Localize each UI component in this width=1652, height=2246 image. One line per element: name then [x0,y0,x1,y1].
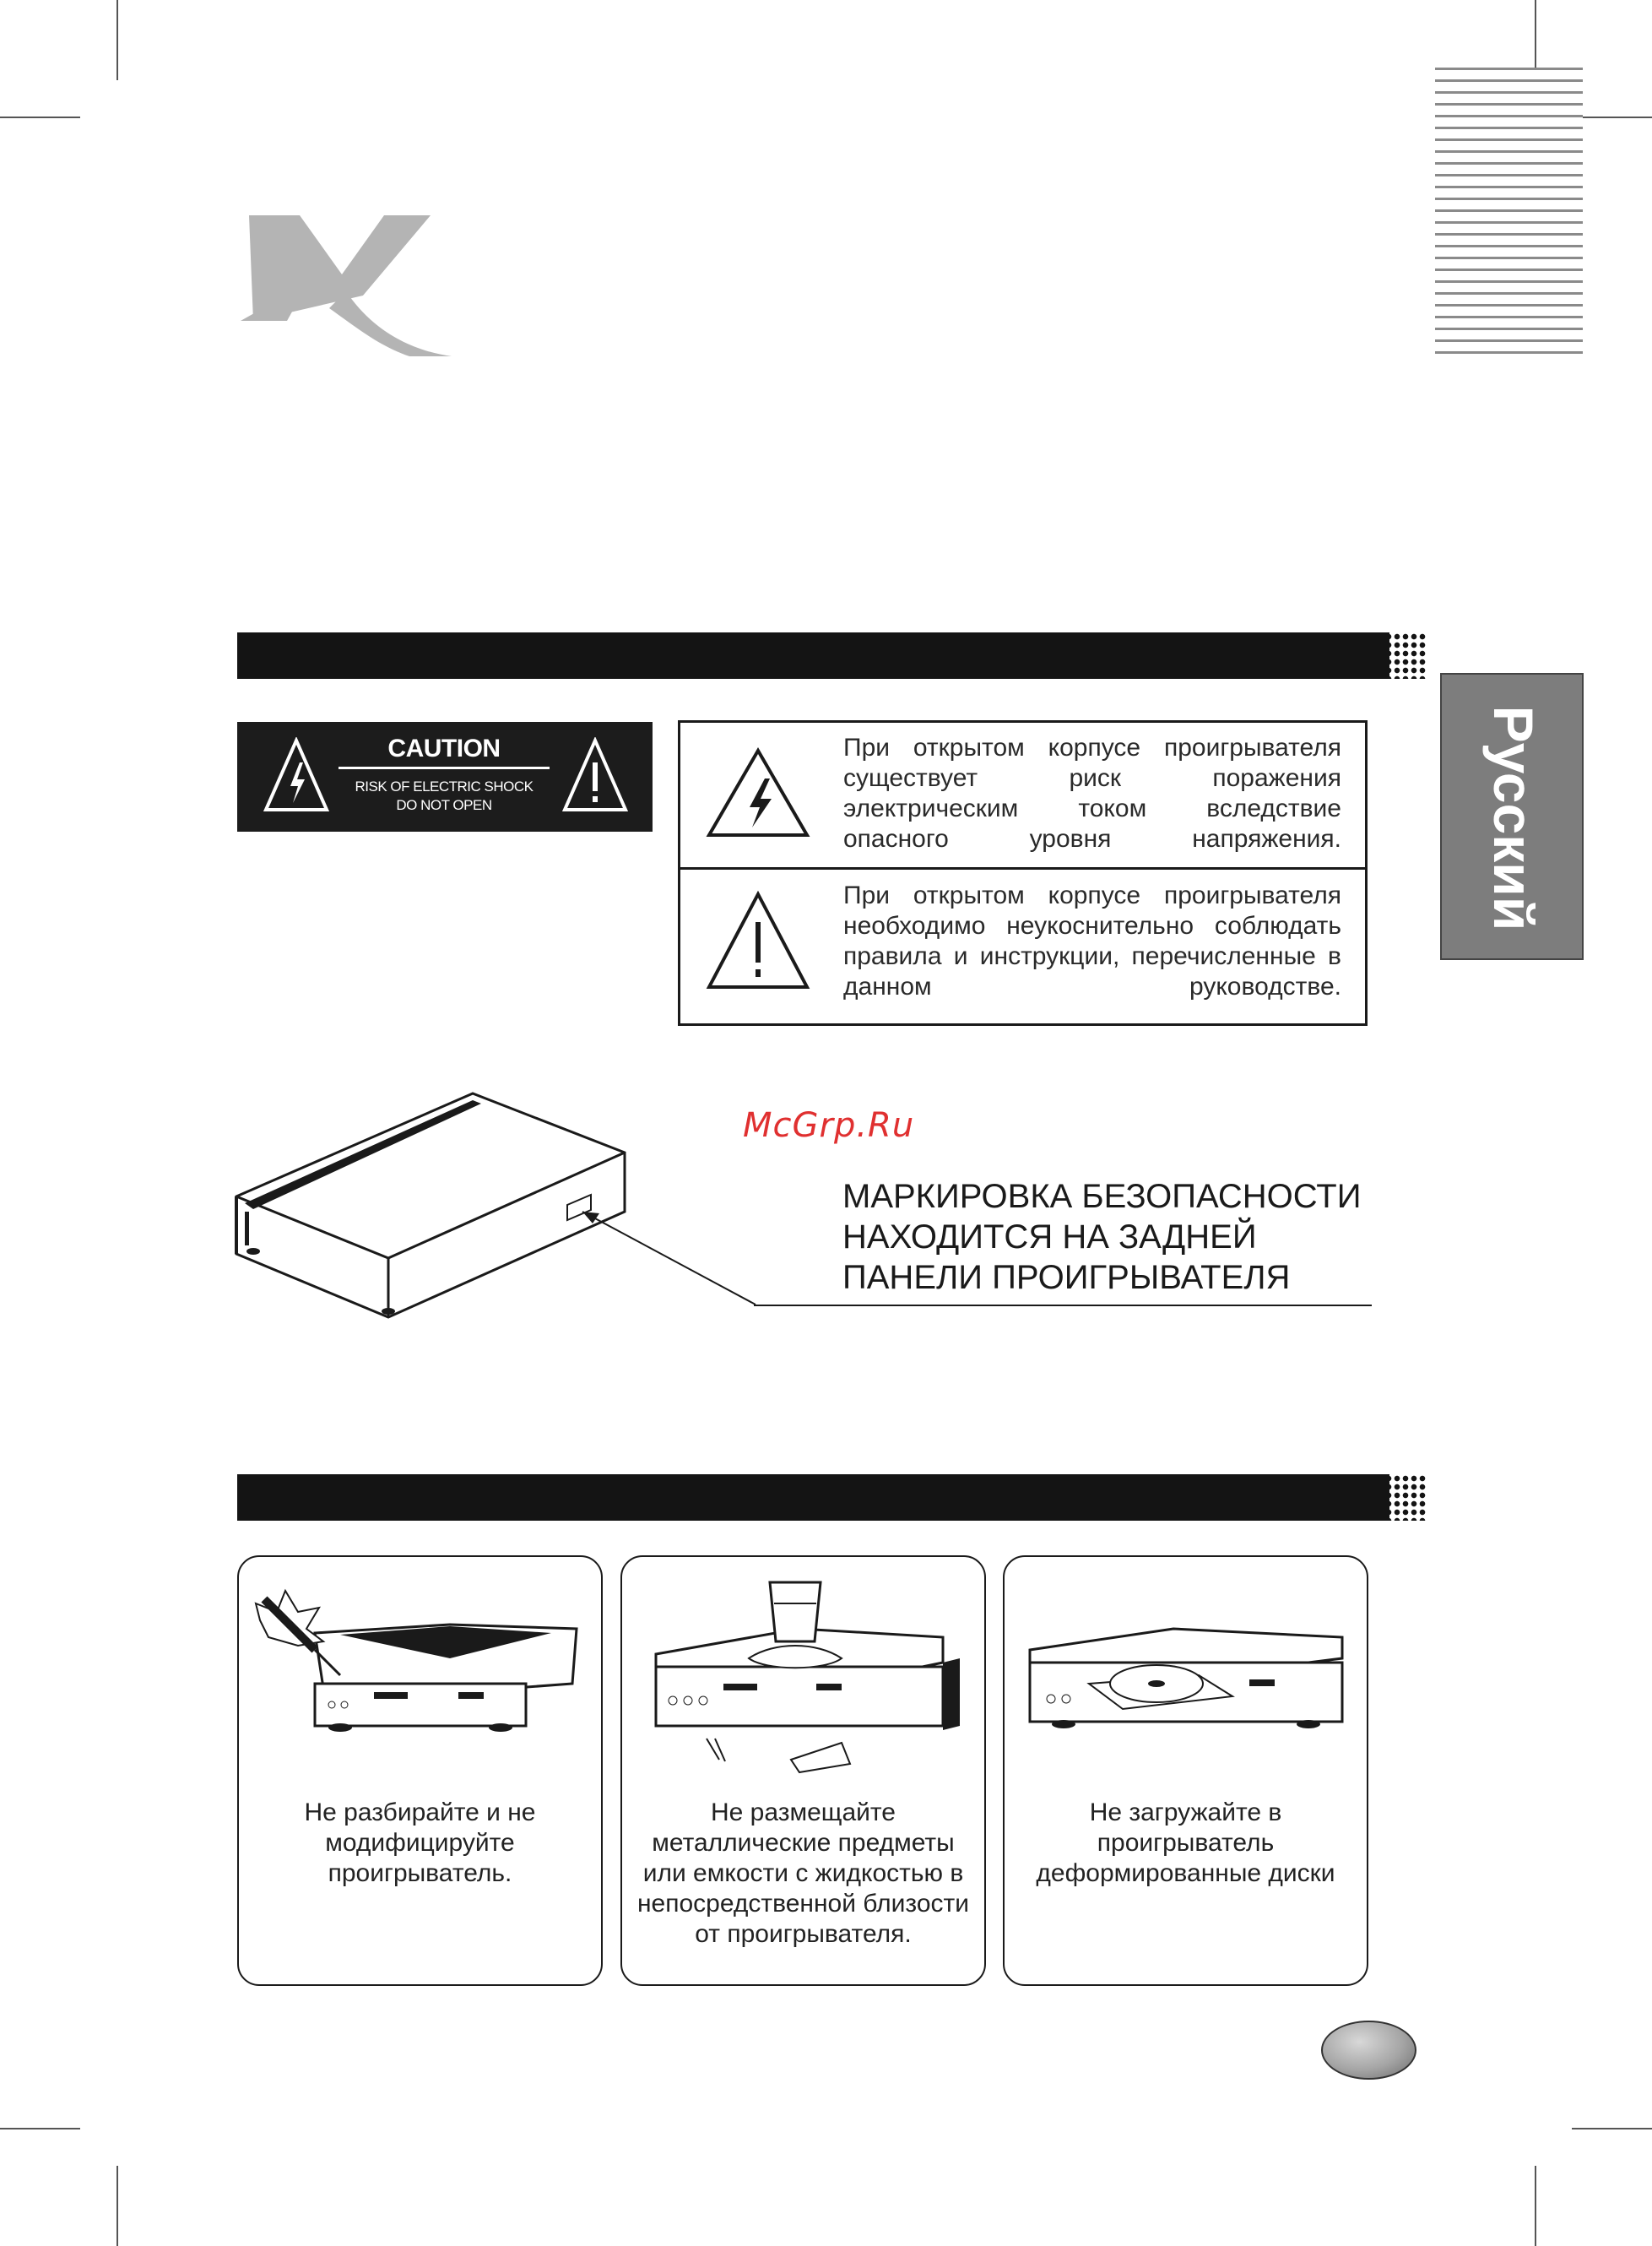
safety-card-disassemble [237,1555,603,1986]
warning-text-shock: При открытом корпусе проигрывателя существует риск поражения электрическим током вследствие опасного уровня напряжения. [843,734,1341,853]
crop-mark [1572,117,1652,118]
crop-mark [1535,2166,1536,2246]
section-bar-dots [1368,632,1427,679]
safety-card-discs [1003,1555,1368,1986]
divider [680,867,1365,870]
warning-box [678,720,1368,1026]
card-text: Не загружайте в проигрыватель деформированные диски [1036,1798,1335,1887]
caution-label [237,722,653,832]
caution-subtitle: RISK OF ELECTRIC SHOCK DO NOT OPEN [355,779,534,813]
lightning-triangle-icon [706,746,811,839]
safety-card-liquids [620,1555,986,1986]
screwdriver-player-illustration [239,1557,603,1777]
disc-player-illustration [1005,1557,1368,1777]
decorative-stripes [1435,68,1583,359]
crop-mark [0,117,80,118]
marking-note: МАРКИРОВКА БЕЗОПАСНОСТИ НАХОДИТСЯ НА ЗАДНЕЙ ПАНЕЛИ ПРОИГРЫВАТЕЛЯ [842,1178,1362,1296]
crop-mark [1572,2128,1652,2129]
warning-text-instructions: При открытом корпусе проигрывателя необходимо неукоснительно соблюдать правила и инструкции, перечисленные в данном руководстве. [843,882,1341,1001]
language-tab [1440,673,1584,960]
brand-logo-icon [236,211,456,359]
exclamation-triangle-icon [561,737,629,815]
player-back-illustration [228,1085,768,1330]
card-text: Не размещайте металлические предметы или емкости с жидкостью в непосредственной близости от проигрывателя. [636,1798,970,1948]
section-bar-dots [1368,1474,1427,1521]
page-number-badge [1321,2021,1416,2080]
glass-player-illustration [622,1557,986,1777]
section-header-bar [237,632,1389,679]
crop-mark [116,2166,118,2246]
watermark: McGrp.Ru [743,1106,915,1145]
language-tab-label: Русский [1482,705,1545,931]
crop-mark [0,2128,80,2129]
underline [754,1305,1372,1306]
lightning-triangle-icon [263,737,330,815]
card-text: Не разбирайте и не модифицируйте проигрыватель. [304,1798,536,1887]
exclamation-triangle-icon [706,890,811,991]
section-header-bar [237,1474,1389,1521]
crop-mark [116,0,118,80]
caution-title: CAUTION [387,735,501,762]
divider [339,767,550,769]
